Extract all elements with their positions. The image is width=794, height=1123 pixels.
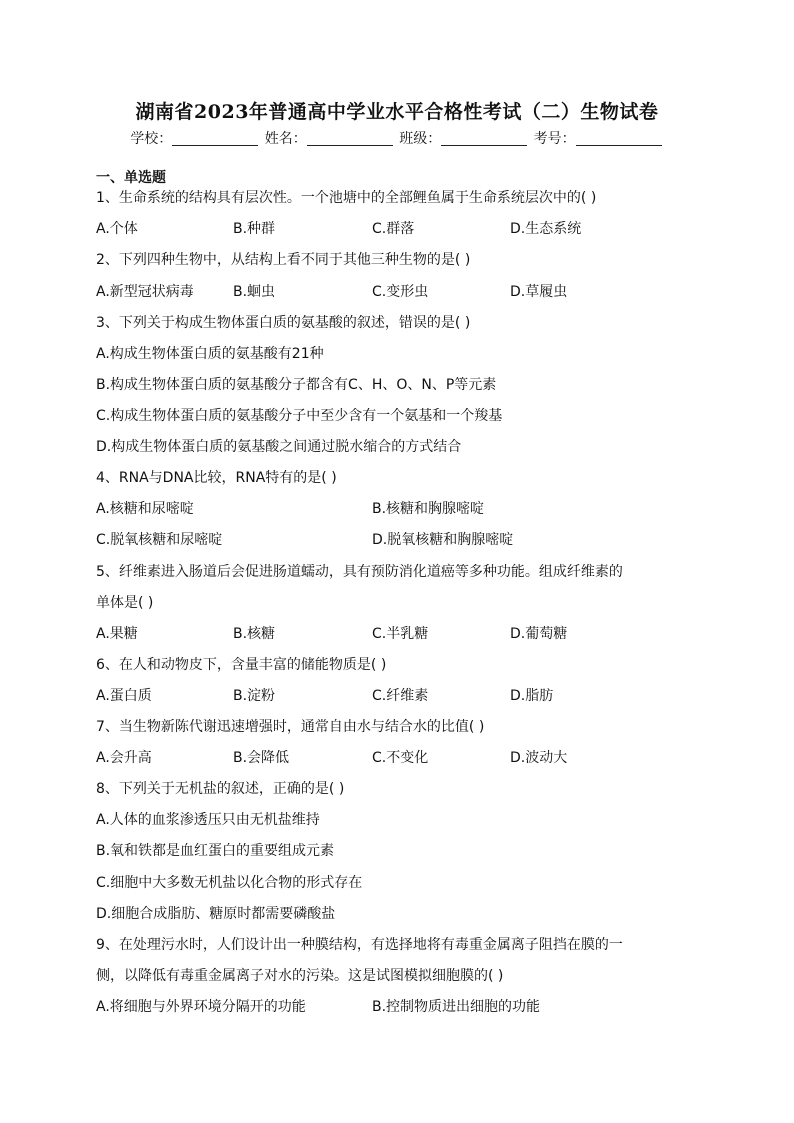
question-9-stem-line-1: 9、在处理污水时，人们设计出一种膜结构，有选择地将有毒重金属离子阻挡在膜的一 [96, 937, 623, 953]
question-2-stem: 2、下列四种生物中，从结构上看不同于其他三种生物的是( ) [96, 252, 471, 268]
question-8-stem: 8、下列关于无机盐的叙述，正确的是( ) [96, 781, 345, 797]
class-label: 班级： [399, 131, 442, 147]
question-7-option-b: B.会降低 [233, 750, 290, 766]
question-4-option-d: D.脱氧核糖和胸腺嘧啶 [372, 532, 514, 548]
student-info-row [0, 128, 794, 148]
question-4-stem: 4、RNA与DNA比较，RNA特有的是( ) [96, 470, 337, 486]
exam-number-label: 考号： [533, 131, 576, 147]
question-1-option-b: B.种群 [233, 221, 276, 237]
question-4-option-c: C.脱氧核糖和尿嘧啶 [96, 532, 223, 548]
question-3-stem: 3、下列关于构成生物体蛋白质的氨基酸的叙述，错误的是( ) [96, 315, 471, 331]
exam-title: 湖南省2023年普通高中学业水平合格性考试（二）生物试卷 [135, 101, 659, 123]
question-2-option-b: B.蛔虫 [233, 284, 276, 300]
question-5-stem-line-1: 5、纤维素进入肠道后会促进肠道蠕动，具有预防消化道癌等多种功能。组成纤维素的 [96, 564, 623, 580]
school-label: 学校： [130, 131, 173, 147]
question-3-option-b: B.构成生物体蛋白质的氨基酸分子都含有C、H、O、N、P等元素 [96, 377, 497, 393]
question-7-option-c: C.不变化 [372, 750, 429, 766]
question-2-option-d: D.草履虫 [510, 284, 568, 300]
question-8-option-c: C.细胞中大多数无机盐以化合物的形式存在 [96, 875, 363, 891]
question-2-option-c: C.变形虫 [372, 284, 429, 300]
question-3-option-d: D.构成生物体蛋白质的氨基酸之间通过脱水缩合的方式结合 [96, 439, 462, 455]
question-9-stem-line-2: 侧，以降低有毒重金属离子对水的污染。这是试图模拟细胞膜的( ) [96, 968, 504, 984]
question-3-option-c: C.构成生物体蛋白质的氨基酸分子中至少含有一个氨基和一个羧基 [96, 408, 503, 424]
class-blank[interactable] [441, 129, 527, 146]
section-heading: 一、单选题 [96, 170, 166, 186]
question-2-option-a: A.新型冠状病毒 [96, 284, 194, 300]
question-5-option-d: D.葡萄糖 [510, 626, 568, 642]
question-5-option-c: C.半乳糖 [372, 626, 429, 642]
question-4-option-b: B.核糖和胸腺嘧啶 [372, 501, 485, 517]
question-8-option-a: A.人体的血浆渗透压只由无机盐维持 [96, 812, 320, 828]
question-8-option-b: B.氧和铁都是血红蛋白的重要组成元素 [96, 843, 335, 859]
question-1-stem: 1、生命系统的结构具有层次性。一个池塘中的全部鲤鱼属于生命系统层次中的( ) [96, 190, 597, 206]
question-1-option-a: A.个体 [96, 221, 138, 237]
question-6-stem: 6、在人和动物皮下，含量丰富的储能物质是( ) [96, 657, 387, 673]
question-5-option-a: A.果糖 [96, 626, 138, 642]
school-blank[interactable] [172, 129, 258, 146]
question-6-option-c: C.纤维素 [372, 688, 429, 704]
exam-number-blank[interactable] [576, 129, 662, 146]
name-blank[interactable] [307, 129, 393, 146]
question-5-option-b: B.核糖 [233, 626, 276, 642]
question-1-option-d: D.生态系统 [510, 221, 582, 237]
question-4-option-a: A.核糖和尿嘧啶 [96, 501, 194, 517]
question-9-option-b: B.控制物质进出细胞的功能 [372, 999, 541, 1015]
question-7-option-d: D.波动大 [510, 750, 568, 766]
question-9-option-a: A.将细胞与外界环境分隔开的功能 [96, 999, 306, 1015]
question-1-option-c: C.群落 [372, 221, 415, 237]
question-6-option-a: A.蛋白质 [96, 688, 152, 704]
question-8-option-d: D.细胞合成脂肪、糖原时都需要磷酸盐 [96, 906, 336, 922]
question-6-option-b: B.淀粉 [233, 688, 276, 704]
question-3-option-a: A.构成生物体蛋白质的氨基酸有21种 [96, 346, 324, 362]
question-6-option-d: D.脂肪 [510, 688, 554, 704]
question-7-option-a: A.会升高 [96, 750, 152, 766]
question-5-stem-line-2: 单体是( ) [96, 595, 154, 611]
name-label: 姓名： [264, 131, 307, 147]
question-7-stem: 7、当生物新陈代谢迅速增强时，通常自由水与结合水的比值( ) [96, 719, 485, 735]
